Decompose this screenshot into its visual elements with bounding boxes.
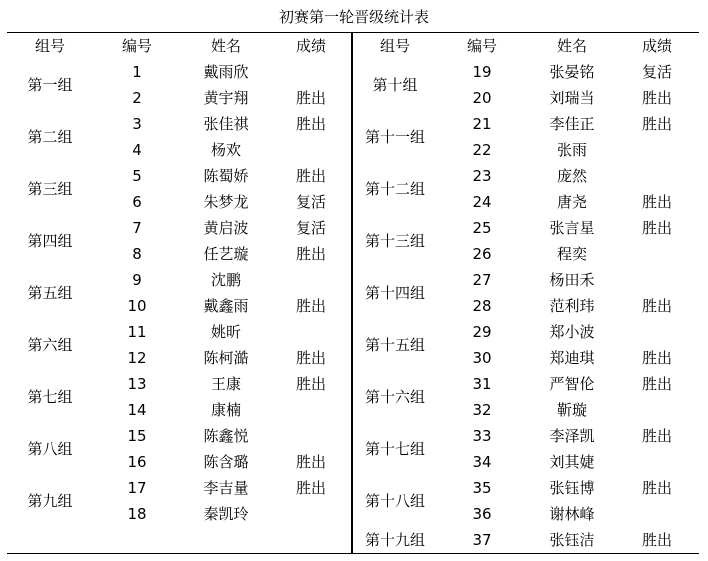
entry-number: 5 <box>132 167 142 185</box>
entry-name: 王康 <box>210 375 241 393</box>
header-name: 姓名 <box>556 37 587 55</box>
entry-name: 郑小波 <box>549 323 595 341</box>
entry-result: 胜出 <box>641 115 672 133</box>
entry-name: 陈蜀娇 <box>203 167 249 185</box>
entry-name: 杨欢 <box>210 141 241 159</box>
entry-number: 8 <box>132 245 142 263</box>
entry-result: 胜出 <box>641 297 672 315</box>
group-label: 第六组 <box>27 336 73 354</box>
entry-result <box>617 501 697 527</box>
entry-number: 7 <box>132 219 142 237</box>
entry-number: 17 <box>127 479 147 497</box>
entry-result: 复活 <box>641 63 672 81</box>
entry-name: 陈鑫悦 <box>203 427 249 445</box>
entry-name: 刘瑞当 <box>549 89 595 107</box>
entry-number: 10 <box>127 297 147 315</box>
group-label: 第十五组 <box>364 336 425 354</box>
entry-number: 23 <box>472 167 492 185</box>
entry-number: 24 <box>472 193 492 211</box>
entry-name: 任艺璇 <box>203 245 249 263</box>
entry-number: 3 <box>132 115 142 133</box>
entry-number: 14 <box>127 401 147 419</box>
entry-result <box>271 501 351 527</box>
header-name: 姓名 <box>210 37 241 55</box>
entry-result: 胜出 <box>641 219 672 237</box>
entry-number: 20 <box>472 89 492 107</box>
entry-name: 张雨 <box>556 141 587 159</box>
entry-name: 陈含璐 <box>203 453 249 471</box>
entry-name: 严智伦 <box>549 375 595 393</box>
entry-number: 11 <box>127 323 147 341</box>
entry-result: 胜出 <box>295 115 326 133</box>
entry-result: 胜出 <box>641 349 672 367</box>
entry-number: 1 <box>132 63 142 81</box>
entry-result: 胜出 <box>295 453 326 471</box>
entry-name: 黄启波 <box>203 219 249 237</box>
entry-name: 谢林峰 <box>549 505 595 523</box>
header-group: 组号 <box>379 37 410 55</box>
entry-number: 19 <box>472 63 492 81</box>
entry-result <box>617 397 697 423</box>
entry-result <box>271 319 351 345</box>
group-label: 第十一组 <box>364 128 425 146</box>
entry-number: 30 <box>472 349 492 367</box>
entry-name: 杨田禾 <box>549 271 595 289</box>
entry-number: 33 <box>472 427 492 445</box>
group-label: 第十七组 <box>364 440 425 458</box>
entry-number: 22 <box>472 141 492 159</box>
entry-result: 胜出 <box>295 89 326 107</box>
entry-name: 康楠 <box>210 401 241 419</box>
entry-name: 程奕 <box>556 245 587 263</box>
entry-number: 26 <box>472 245 492 263</box>
entry-number: 15 <box>127 427 147 445</box>
entry-name: 秦凯玲 <box>203 505 249 523</box>
entry-name: 黄宇翔 <box>203 89 249 107</box>
entry-number: 34 <box>472 453 492 471</box>
entry-result: 胜出 <box>295 375 326 393</box>
entry-number: 27 <box>472 271 492 289</box>
group-label: 第七组 <box>27 388 73 406</box>
header-number: 编号 <box>466 37 497 55</box>
entry-name: 姚昕 <box>210 323 241 341</box>
header-score: 成绩 <box>295 37 326 55</box>
entry-result: 胜出 <box>641 531 672 549</box>
entry-number: 37 <box>472 531 492 549</box>
entry-name: 沈鹏 <box>210 271 241 289</box>
entry-number: 35 <box>472 479 492 497</box>
entry-result <box>617 319 697 345</box>
group-label: 第十八组 <box>364 492 425 510</box>
entry-number: 2 <box>132 89 142 107</box>
entry-result <box>617 163 697 189</box>
entry-number: 12 <box>127 349 147 367</box>
bottom-rule <box>7 553 699 554</box>
header-group: 组号 <box>34 37 65 55</box>
group-label: 第三组 <box>27 180 73 198</box>
entry-number: 32 <box>472 401 492 419</box>
entry-name: 唐尧 <box>556 193 587 211</box>
entry-result <box>271 423 351 449</box>
entry-name: 戴鑫雨 <box>203 297 249 315</box>
entry-number: 36 <box>472 505 492 523</box>
entry-number: 29 <box>472 323 492 341</box>
entry-name: 刘其婕 <box>549 453 595 471</box>
entry-result: 胜出 <box>295 297 326 315</box>
entry-name: 张钰洁 <box>549 531 595 549</box>
header-number: 编号 <box>121 37 152 55</box>
group-label: 第十六组 <box>364 388 425 406</box>
entry-result <box>271 267 351 293</box>
entry-result: 胜出 <box>295 349 326 367</box>
entry-result <box>617 267 697 293</box>
entry-name: 张钰博 <box>549 479 595 497</box>
entry-name: 庞然 <box>556 167 587 185</box>
entry-result <box>271 397 351 423</box>
entry-number: 6 <box>132 193 142 211</box>
group-label: 第十三组 <box>364 232 425 250</box>
entry-result: 胜出 <box>641 193 672 211</box>
left-table-half <box>7 33 351 553</box>
entry-number: 4 <box>132 141 142 159</box>
entry-result: 胜出 <box>295 245 326 263</box>
entry-number: 16 <box>127 453 147 471</box>
group-label: 第十组 <box>372 76 418 94</box>
entry-name: 张佳祺 <box>203 115 249 133</box>
entry-number: 21 <box>472 115 492 133</box>
group-label: 第一组 <box>27 76 73 94</box>
entry-result: 复活 <box>295 193 326 211</box>
header-score: 成绩 <box>641 37 672 55</box>
entry-name: 戴雨欣 <box>203 63 249 81</box>
entry-name: 张晏铭 <box>549 63 595 81</box>
right-table-half <box>353 33 699 553</box>
group-label: 第十九组 <box>364 531 425 549</box>
group-label: 第二组 <box>27 128 73 146</box>
entry-number: 25 <box>472 219 492 237</box>
entry-number: 18 <box>127 505 147 523</box>
group-label: 第八组 <box>27 440 73 458</box>
entry-name: 范利玮 <box>549 297 595 315</box>
entry-result: 胜出 <box>641 427 672 445</box>
group-label: 第十四组 <box>364 284 425 302</box>
group-label: 第四组 <box>27 232 73 250</box>
group-label: 第十二组 <box>364 180 425 198</box>
entry-result: 胜出 <box>295 167 326 185</box>
entry-name: 朱梦龙 <box>203 193 249 211</box>
entry-name: 李吉量 <box>203 479 249 497</box>
entry-result: 胜出 <box>641 479 672 497</box>
entry-result <box>617 137 697 163</box>
entry-result <box>617 241 697 267</box>
entry-name: 张言星 <box>549 219 595 237</box>
table-title: 初赛第一轮晋级统计表 <box>278 8 429 26</box>
entry-result: 胜出 <box>295 479 326 497</box>
entry-result: 胜出 <box>641 375 672 393</box>
entry-number: 28 <box>472 297 492 315</box>
entry-result <box>271 137 351 163</box>
entry-result <box>617 449 697 475</box>
entry-number: 31 <box>472 375 492 393</box>
entry-name: 李佳正 <box>549 115 595 133</box>
entry-result: 复活 <box>295 219 326 237</box>
entry-result <box>271 59 351 85</box>
entry-name: 李泽凯 <box>549 427 595 445</box>
entry-name: 靳璇 <box>556 401 587 419</box>
entry-number: 9 <box>132 271 142 289</box>
entry-result: 胜出 <box>641 89 672 107</box>
group-label: 第九组 <box>27 492 73 510</box>
entry-name: 郑迪琪 <box>549 349 595 367</box>
entry-number: 13 <box>127 375 147 393</box>
entry-name: 陈柯澔 <box>203 349 249 367</box>
group-label: 第五组 <box>27 284 73 302</box>
